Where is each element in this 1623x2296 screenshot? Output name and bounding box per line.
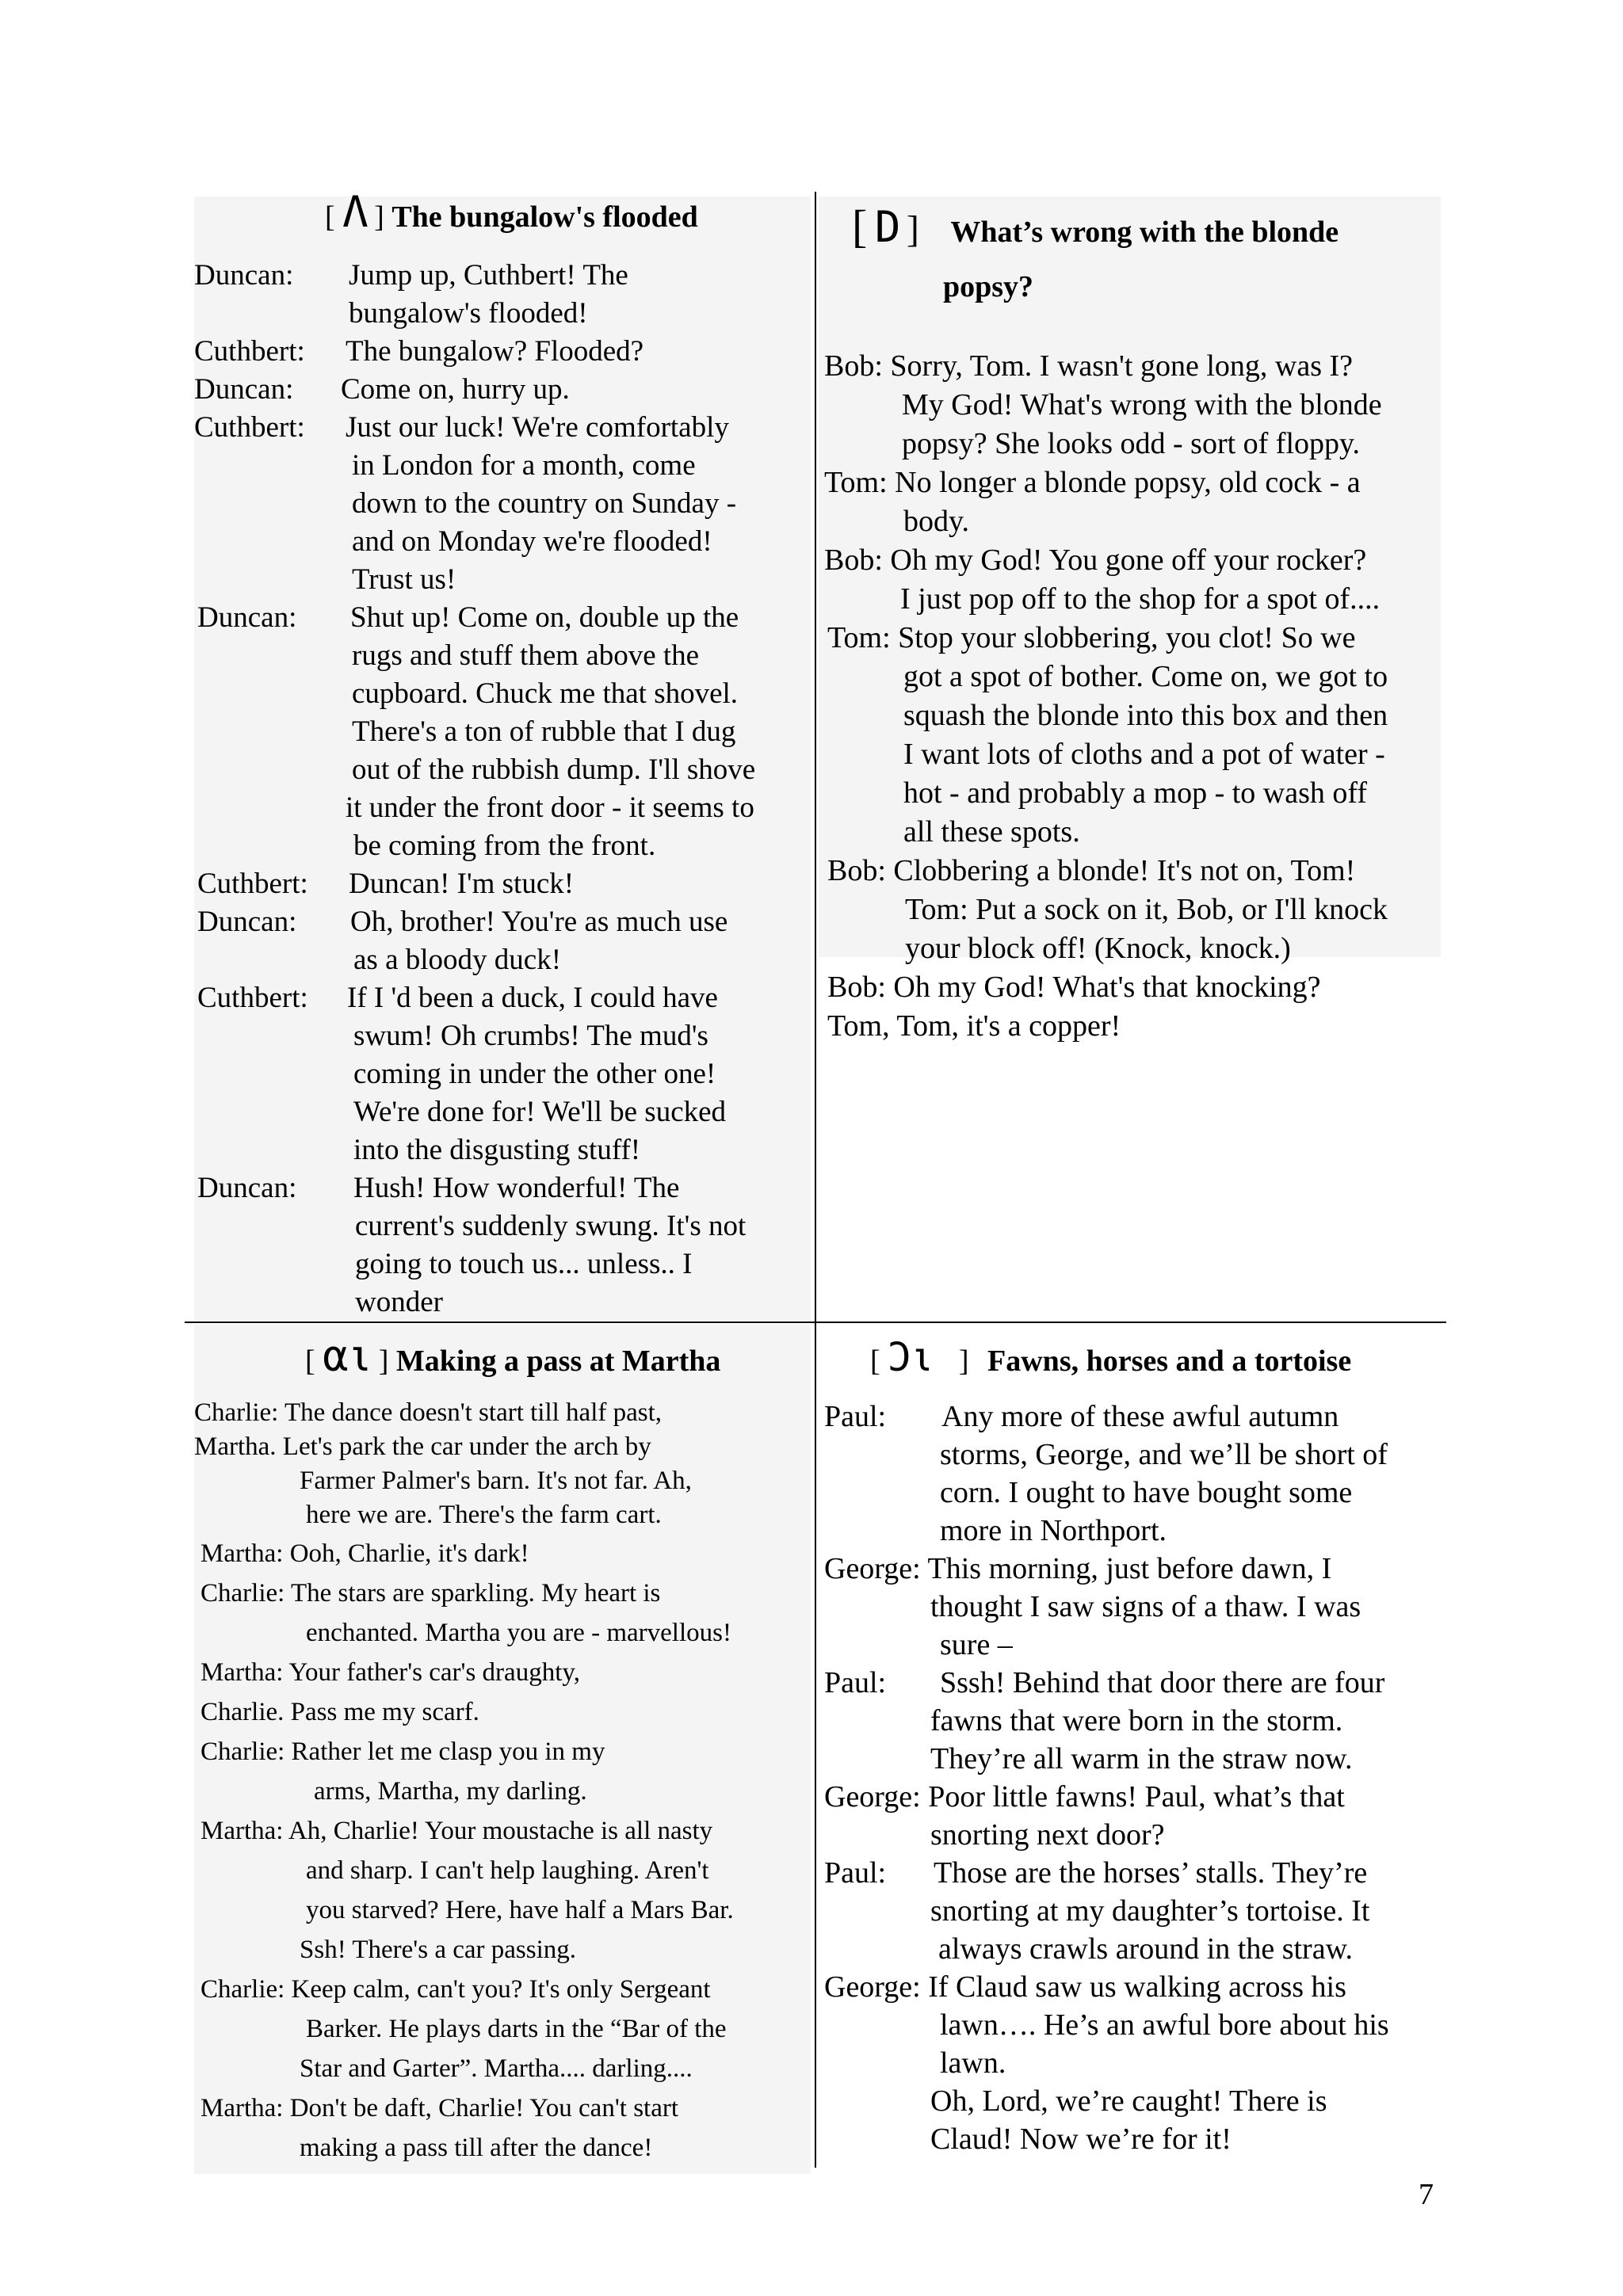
quadrant-d-line: They’re all warm in the straw now. <box>930 1742 1353 1775</box>
letter-glyph-c: αι <box>323 1331 372 1381</box>
quadrant-a-line: Duncan: <box>197 1172 297 1204</box>
quadrant-a-line: into the disgusting stuff! <box>353 1134 641 1166</box>
heading-d-title: Fawns, horses and a tortoise <box>987 1344 1352 1378</box>
quadrant-c-line: Barker. He plays darts in the “Bar of the <box>306 2015 727 2043</box>
quadrant-b-line: Bob: Clobbering a blonde! It's not on, Tom! <box>827 854 1356 887</box>
quadrant-c-line: Martha: Your father's car's draughty, <box>200 1658 580 1687</box>
quadrant-d-line: Paul: <box>824 1666 887 1699</box>
quadrant-c-line: enchanted. Martha you are - marvellous! <box>306 1619 731 1647</box>
quadrant-a-line: Cuthbert: <box>197 868 308 900</box>
quadrant-a-line: There's a ton of rubble that I dug <box>352 715 736 748</box>
quadrant-d-line: Those are the horses’ stalls. They’re <box>934 1856 1368 1890</box>
quadrant-b-line: I just pop off to the shop for a spot of.... <box>900 582 1381 616</box>
quadrant-a-line: be coming from the front. <box>353 830 656 862</box>
heading-b-open: [ <box>852 200 868 252</box>
quadrant-d-line: storms, George, and we’ll be short of <box>940 1438 1388 1471</box>
quadrant-c-line: Charlie: The dance doesn't start till half past, <box>194 1398 663 1427</box>
horizontal-divider <box>185 1322 1446 1323</box>
quadrant-a-line: If I 'd been a duck, I could have <box>347 982 718 1014</box>
quadrant-a-line: current's suddenly swung. It's not <box>355 1210 747 1242</box>
heading-a-title: The bungalow's flooded <box>391 200 698 234</box>
quadrant-d-line: corn. I ought to have bought some <box>940 1476 1353 1509</box>
quadrant-c-line: Charlie: Keep calm, can't you? It's only Sergeant <box>200 1975 711 2004</box>
quadrant-d-line: fawns that were born in the storm. <box>930 1704 1343 1737</box>
quadrant-b-line: Bob: Sorry, Tom. I wasn't gone long, was I? <box>824 349 1354 383</box>
quadrant-a-line: in London for a month, come <box>352 449 696 482</box>
quadrant-b-line: My God! What's wrong with the blonde <box>902 388 1382 421</box>
quadrant-d-line: lawn. <box>940 2046 1006 2080</box>
quadrant-d-line: George: If Claud saw us walking across his <box>824 1970 1346 2004</box>
heading-c-close: ] <box>378 1344 389 1378</box>
quadrant-d-line: lawn…. He’s an awful bore about his <box>940 2008 1389 2042</box>
heading-c-title: Making a pass at Martha <box>395 1344 721 1378</box>
quadrant-a-line: Duncan: <box>194 259 294 292</box>
quadrant-d-line: Oh, Lord, we’re caught! There is <box>930 2084 1327 2118</box>
heading-d-open: [ <box>870 1344 880 1378</box>
quadrant-a-line: going to touch us... unless.. I <box>355 1248 693 1280</box>
quadrant-d-line: Claud! Now we’re for it! <box>930 2122 1232 2156</box>
quadrant-c-line: and sharp. I can't help laughing. Aren't <box>306 1856 709 1885</box>
quadrant-a-line: Shut up! Come on, double up the <box>350 601 739 634</box>
letter-glyph-a: Λ <box>342 187 367 237</box>
quadrant-d-line: always crawls around in the straw. <box>938 1932 1354 1966</box>
quadrant-a-line: Oh, brother! You're as much use <box>350 906 728 938</box>
quadrant-b-line: I want lots of cloths and a pot of water - <box>903 738 1385 771</box>
heading-c <box>305 1331 720 1381</box>
quadrant-b-line: Tom: No longer a blonde popsy, old cock - a <box>824 466 1361 499</box>
heading-d <box>870 1334 1351 1380</box>
quadrant-c-line: making a pass till after the dance! <box>300 2134 653 2162</box>
heading-b-title-line2: popsy? <box>943 270 1034 303</box>
quadrant-a-line: wonder <box>355 1286 443 1318</box>
quadrant-a-line: Jump up, Cuthbert! The <box>349 259 628 292</box>
quadrant-d-line: snorting at my daughter’s tortoise. It <box>930 1894 1370 1928</box>
quadrant-c-line: Martha. Let's park the car under the arch by <box>194 1432 651 1461</box>
quadrant-a-line: down to the country on Sunday - <box>352 487 737 520</box>
quadrant-a-line: swum! Oh crumbs! The mud's <box>353 1020 708 1052</box>
quadrant-a-line: Just our luck! We're comfortably <box>346 411 729 444</box>
quadrant-b-line: got a spot of bother. Come on, we got to <box>903 660 1388 693</box>
quadrant-a-line: coming in under the other one! <box>353 1058 716 1090</box>
quadrant-a-line: and on Monday we're flooded! <box>352 525 712 558</box>
quadrant-a-line: The bungalow? Flooded? <box>346 335 644 368</box>
quadrant-c-line: Star and Garter”. Martha.... darling.... <box>300 2054 693 2083</box>
quadrant-d-line: Paul: <box>824 1856 887 1890</box>
heading-b-close: ] <box>906 208 919 250</box>
quadrant-d-line: snorting next door? <box>930 1818 1165 1852</box>
quadrant-b-line: squash the blonde into this box and then <box>903 699 1388 732</box>
quadrant-c-line: Martha: Don't be daft, Charlie! You can't start <box>200 2094 679 2122</box>
quadrant-d-line: sure – <box>940 1628 1013 1661</box>
quadrant-c-line: Ssh! There's a car passing. <box>300 1936 576 1964</box>
quadrant-b-line: Bob: Oh my God! What's that knocking? <box>827 971 1321 1004</box>
quadrant-a-line: Trust us! <box>352 563 456 596</box>
quadrant-a-line: Duncan! I'm stuck! <box>349 868 575 900</box>
quadrant-c-line: you starved? Here, have half a Mars Bar. <box>306 1896 734 1924</box>
quadrant-c-line: arms, Martha, my darling. <box>314 1777 587 1806</box>
quadrant-c-line: here we are. There's the farm cart. <box>306 1501 662 1529</box>
quadrant-c-line: Farmer Palmer's barn. It's not far. Ah, <box>300 1466 692 1495</box>
quadrant-c-line: Martha: Ah, Charlie! Your moustache is all nasty <box>200 1817 713 1845</box>
quadrant-b-line: hot - and probably a mop - to wash off <box>903 776 1368 810</box>
quadrant-d-line: thought I saw signs of a thaw. I was <box>930 1590 1361 1623</box>
heading-d-close: ] <box>958 1344 969 1378</box>
quadrant-d-line: George: Poor little fawns! Paul, what’s that <box>824 1780 1345 1814</box>
quadrant-c-line: Charlie: Rather let me clasp you in my <box>200 1737 605 1766</box>
quadrant-a-line: rugs and stuff them above the <box>352 639 700 672</box>
heading-a-close: ] <box>374 200 384 234</box>
quadrant-b-line: Tom, Tom, it's a copper! <box>827 1009 1121 1043</box>
quadrant-c-line: Charlie: The stars are sparkling. My heart is <box>200 1579 661 1608</box>
quadrant-c-line: Charlie. Pass me my scarf. <box>200 1698 479 1726</box>
quadrant-d-line: George: This morning, just before dawn, I <box>824 1552 1332 1585</box>
heading-b <box>852 200 1338 253</box>
quadrant-d-line: Any more of these awful autumn <box>941 1400 1339 1433</box>
quadrant-b-line: all these spots. <box>903 815 1080 849</box>
quadrant-a-line: Come on, hurry up. <box>341 373 570 406</box>
heading-c-open: [ <box>305 1344 315 1378</box>
quadrant-d-line: Paul: <box>824 1400 887 1433</box>
quadrant-a-line: as a bloody duck! <box>353 944 562 976</box>
quadrant-b-line: Tom: Put a sock on it, Bob, or I'll knock <box>905 893 1388 926</box>
quadrant-a-line: Cuthbert: <box>197 982 308 1014</box>
quadrant-a-line: Duncan: <box>194 373 294 406</box>
quadrant-a-line: Hush! How wonderful! The <box>353 1172 680 1204</box>
quadrant-c-line: Martha: Ooh, Charlie, it's dark! <box>200 1539 529 1568</box>
quadrant-a-line: it under the front door - it seems to <box>346 791 754 824</box>
quadrant-b-line: your block off! (Knock, knock.) <box>905 932 1291 965</box>
quadrant-a-line: out of the rubbish dump. I'll shove <box>352 753 756 786</box>
quadrant-a-line: We're done for! We'll be sucked <box>353 1096 727 1128</box>
quadrant-b-line: Tom: Stop your slobbering, you clot! So we <box>827 621 1356 654</box>
quadrant-a-line: Cuthbert: <box>194 335 305 368</box>
quadrant-b-line: Bob: Oh my God! You gone off your rocker? <box>824 543 1367 577</box>
quadrant-d-line: Sssh! Behind that door there are four <box>940 1666 1385 1699</box>
quadrant-a-line: Duncan: <box>197 601 297 634</box>
quadrant-b-line: body. <box>903 505 970 538</box>
heading-a <box>325 187 698 237</box>
letter-glyph-b: D <box>874 202 899 252</box>
quadrant-a-line: cupboard. Chuck me that shovel. <box>352 677 739 710</box>
quadrant-d-line: more in Northport. <box>940 1514 1167 1547</box>
quadrant-b-line: popsy? She looks odd - sort of floppy. <box>902 427 1361 460</box>
quadrant-a-line: Duncan: <box>197 906 297 938</box>
heading-a-open: [ <box>325 200 335 234</box>
heading-b-title-line1: What’s wrong with the blonde <box>950 215 1339 249</box>
page-number: 7 <box>1419 2178 1434 2211</box>
letter-glyph-d: Ͻι <box>888 1334 933 1380</box>
quadrant-a-line: bungalow's flooded! <box>349 297 588 330</box>
quadrant-a-line: Cuthbert: <box>194 411 305 444</box>
vertical-divider <box>815 192 816 2168</box>
